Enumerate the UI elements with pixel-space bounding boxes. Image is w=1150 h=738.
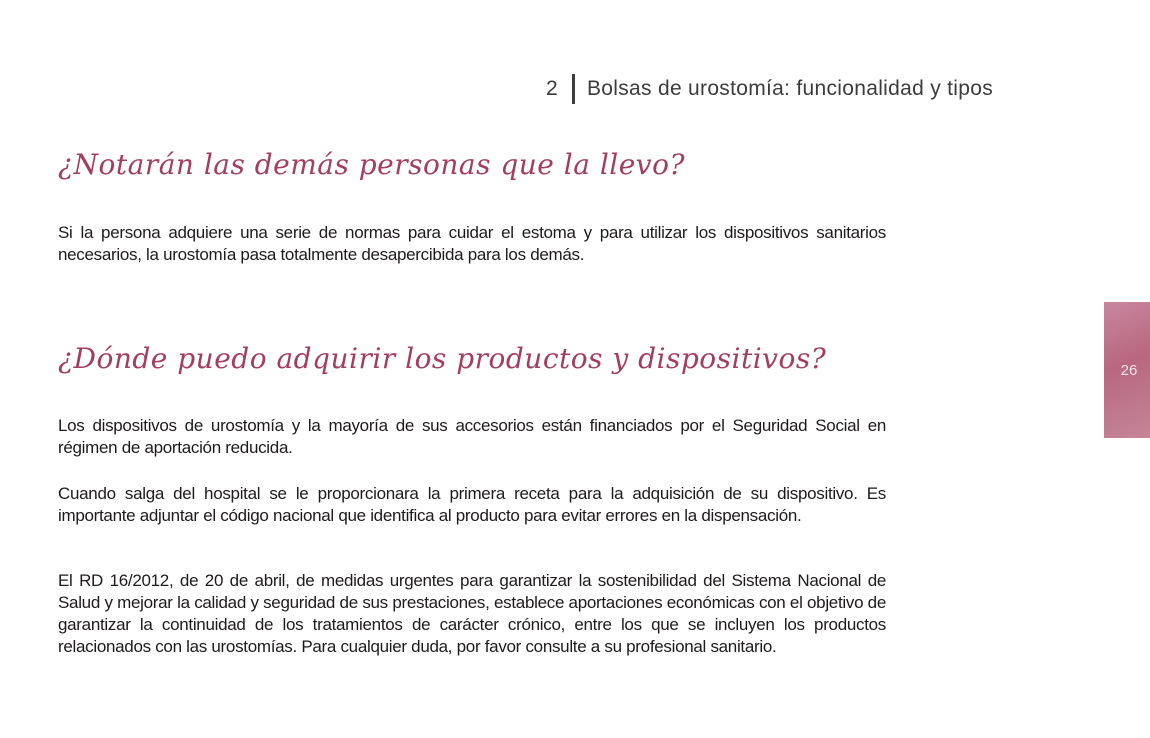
page-number: 26 bbox=[1120, 361, 1138, 379]
section-heading: ¿Dónde puedo adquirir los productos y dispositivos? bbox=[58, 342, 827, 375]
page-tab bbox=[1104, 302, 1150, 438]
section-heading: ¿Notarán las demás personas que la llevo? bbox=[58, 148, 685, 181]
running-head-divider bbox=[572, 74, 575, 104]
body-paragraph: Si la persona adquiere una serie de normas para cuidar el estoma y para utilizar los dispositivos sanitarios necesarios, la urostomía pasa totalmente desapercibida para los demás. bbox=[58, 223, 886, 264]
body-paragraph: El RD 16/2012, de 20 de abril, de medidas urgentes para garantizar la sostenibilidad del Sistema Nacional de Salud y mejorar la calidad y seguridad de sus prestaciones, establece aportaciones económicas con el objetivo de garantizar la continuidad de los tratamientos de carácter crónico, entre los que se incluyen los productos relacionados con las urostomías. Para cualquier duda, por favor consulte a su profesional sanitario. bbox=[58, 571, 886, 656]
body-paragraph: Los dispositivos de urostomía y la mayoría de sus accesorios están financiados por el Seguridad Social en régimen de aportación reducida. bbox=[58, 416, 886, 457]
body-paragraph: Cuando salga del hospital se le proporcionara la primera receta para la adquisición de su dispositivo. Es importante adjuntar el código nacional que identifica al producto para evitar errores en la dispensación. bbox=[58, 484, 886, 525]
chapter-number: 2 bbox=[546, 77, 558, 100]
running-head bbox=[546, 74, 993, 104]
chapter-title: Bolsas de urostomía: funcionalidad y tipos bbox=[587, 77, 993, 100]
